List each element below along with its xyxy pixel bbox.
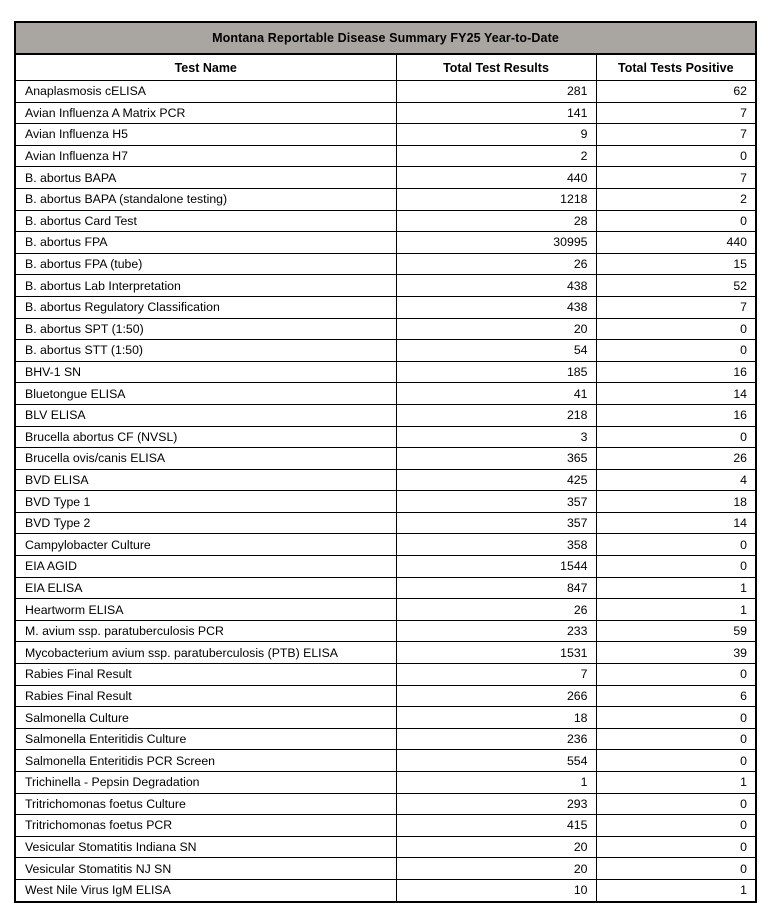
- cell-test-name: BLV ELISA: [15, 404, 396, 426]
- table-row: [15, 188, 756, 210]
- cell-test-name: B. abortus Lab Interpretation: [15, 275, 396, 297]
- cell-total-test-results: 1531: [396, 642, 596, 664]
- table-row: [15, 81, 756, 103]
- table-body: [15, 81, 756, 902]
- cell-total-tests-positive: 1: [596, 879, 756, 901]
- cell-test-name: BHV-1 SN: [15, 361, 396, 383]
- cell-total-tests-positive: 0: [596, 750, 756, 772]
- table-row: [15, 512, 756, 534]
- cell-test-name: West Nile Virus IgM ELISA: [15, 879, 396, 901]
- column-header-total-test-results: Total Test Results: [396, 54, 596, 81]
- report-title: Montana Reportable Disease Summary FY25 Year-to-Date: [15, 22, 756, 54]
- cell-test-name: Avian Influenza H5: [15, 124, 396, 146]
- cell-test-name: Vesicular Stomatitis Indiana SN: [15, 836, 396, 858]
- cell-total-test-results: 28: [396, 210, 596, 232]
- cell-total-tests-positive: 0: [596, 426, 756, 448]
- cell-total-test-results: 293: [396, 793, 596, 815]
- table-row: [15, 232, 756, 254]
- cell-total-tests-positive: 14: [596, 383, 756, 405]
- cell-total-tests-positive: 0: [596, 210, 756, 232]
- table-row: [15, 858, 756, 880]
- cell-test-name: B. abortus FPA: [15, 232, 396, 254]
- table-row: [15, 210, 756, 232]
- cell-total-tests-positive: 440: [596, 232, 756, 254]
- table-row: [15, 404, 756, 426]
- cell-total-tests-positive: 0: [596, 664, 756, 686]
- cell-total-test-results: 54: [396, 340, 596, 362]
- cell-total-tests-positive: 59: [596, 620, 756, 642]
- cell-test-name: Mycobacterium avium ssp. paratuberculosis (PTB) ELISA: [15, 642, 396, 664]
- cell-test-name: BVD Type 2: [15, 512, 396, 534]
- cell-total-test-results: 218: [396, 404, 596, 426]
- cell-test-name: Tritrichomonas foetus PCR: [15, 815, 396, 837]
- title-row: [15, 22, 756, 54]
- cell-total-test-results: 425: [396, 469, 596, 491]
- cell-total-test-results: 365: [396, 448, 596, 470]
- table-row: [15, 145, 756, 167]
- cell-total-tests-positive: 1: [596, 599, 756, 621]
- table-row: [15, 620, 756, 642]
- cell-total-test-results: 440: [396, 167, 596, 189]
- cell-total-test-results: 266: [396, 685, 596, 707]
- cell-test-name: Trichinella - Pepsin Degradation: [15, 772, 396, 794]
- cell-total-tests-positive: 1: [596, 772, 756, 794]
- cell-total-tests-positive: 62: [596, 81, 756, 103]
- cell-test-name: Salmonella Enteritidis Culture: [15, 728, 396, 750]
- table-row: [15, 253, 756, 275]
- cell-total-tests-positive: 7: [596, 102, 756, 124]
- cell-total-test-results: 26: [396, 599, 596, 621]
- cell-total-test-results: 141: [396, 102, 596, 124]
- cell-total-test-results: 20: [396, 836, 596, 858]
- cell-total-tests-positive: 7: [596, 167, 756, 189]
- table-row: [15, 707, 756, 729]
- cell-total-test-results: 26: [396, 253, 596, 275]
- table-row: [15, 642, 756, 664]
- cell-total-tests-positive: 0: [596, 728, 756, 750]
- cell-test-name: EIA AGID: [15, 556, 396, 578]
- cell-total-tests-positive: 16: [596, 361, 756, 383]
- cell-total-test-results: 41: [396, 383, 596, 405]
- cell-total-test-results: 18: [396, 707, 596, 729]
- cell-total-tests-positive: 26: [596, 448, 756, 470]
- table-row: [15, 383, 756, 405]
- cell-test-name: BVD Type 1: [15, 491, 396, 513]
- table-row: [15, 836, 756, 858]
- table-row: [15, 685, 756, 707]
- table-row: [15, 556, 756, 578]
- cell-total-tests-positive: 0: [596, 318, 756, 340]
- cell-total-test-results: 358: [396, 534, 596, 556]
- cell-total-test-results: 20: [396, 858, 596, 880]
- table-row: [15, 815, 756, 837]
- table-row: [15, 469, 756, 491]
- cell-total-test-results: 236: [396, 728, 596, 750]
- cell-total-test-results: 10: [396, 879, 596, 901]
- cell-test-name: Rabies Final Result: [15, 685, 396, 707]
- cell-total-tests-positive: 15: [596, 253, 756, 275]
- cell-test-name: Rabies Final Result: [15, 664, 396, 686]
- table-row: [15, 340, 756, 362]
- table-row: [15, 577, 756, 599]
- cell-total-tests-positive: 52: [596, 275, 756, 297]
- column-header-total-tests-positive: Total Tests Positive: [596, 54, 756, 81]
- cell-total-tests-positive: 7: [596, 124, 756, 146]
- cell-total-test-results: 438: [396, 296, 596, 318]
- cell-total-test-results: 357: [396, 491, 596, 513]
- cell-test-name: B. abortus FPA (tube): [15, 253, 396, 275]
- table-row: [15, 426, 756, 448]
- cell-total-tests-positive: 6: [596, 685, 756, 707]
- cell-total-tests-positive: 16: [596, 404, 756, 426]
- cell-total-tests-positive: 1: [596, 577, 756, 599]
- cell-test-name: Salmonella Culture: [15, 707, 396, 729]
- cell-total-tests-positive: 18: [596, 491, 756, 513]
- column-header-row: [15, 54, 756, 81]
- cell-total-tests-positive: 14: [596, 512, 756, 534]
- cell-test-name: B. abortus STT (1:50): [15, 340, 396, 362]
- table-row: [15, 664, 756, 686]
- table-head: [15, 22, 756, 81]
- table-row: [15, 167, 756, 189]
- cell-test-name: Avian Influenza A Matrix PCR: [15, 102, 396, 124]
- cell-test-name: Brucella abortus CF (NVSL): [15, 426, 396, 448]
- cell-total-test-results: 233: [396, 620, 596, 642]
- cell-total-test-results: 438: [396, 275, 596, 297]
- cell-test-name: Vesicular Stomatitis NJ SN: [15, 858, 396, 880]
- cell-total-tests-positive: 0: [596, 815, 756, 837]
- cell-total-test-results: 9: [396, 124, 596, 146]
- cell-test-name: BVD ELISA: [15, 469, 396, 491]
- cell-total-test-results: 30995: [396, 232, 596, 254]
- table-row: [15, 728, 756, 750]
- cell-test-name: Brucella ovis/canis ELISA: [15, 448, 396, 470]
- cell-total-tests-positive: 0: [596, 340, 756, 362]
- cell-total-test-results: 281: [396, 81, 596, 103]
- cell-total-test-results: 20: [396, 318, 596, 340]
- cell-test-name: Salmonella Enteritidis PCR Screen: [15, 750, 396, 772]
- table-row: [15, 599, 756, 621]
- cell-total-tests-positive: 0: [596, 145, 756, 167]
- cell-total-test-results: 357: [396, 512, 596, 534]
- table-row: [15, 102, 756, 124]
- reportable-disease-summary-table: [14, 21, 757, 903]
- cell-total-test-results: 1: [396, 772, 596, 794]
- cell-total-tests-positive: 0: [596, 858, 756, 880]
- cell-total-test-results: 1218: [396, 188, 596, 210]
- table-row: [15, 491, 756, 513]
- cell-total-tests-positive: 0: [596, 534, 756, 556]
- table-row: [15, 793, 756, 815]
- cell-test-name: B. abortus BAPA: [15, 167, 396, 189]
- cell-total-tests-positive: 7: [596, 296, 756, 318]
- cell-total-test-results: 847: [396, 577, 596, 599]
- cell-test-name: Avian Influenza H7: [15, 145, 396, 167]
- cell-test-name: M. avium ssp. paratuberculosis PCR: [15, 620, 396, 642]
- table-row: [15, 296, 756, 318]
- cell-test-name: B. abortus BAPA (standalone testing): [15, 188, 396, 210]
- cell-total-tests-positive: 4: [596, 469, 756, 491]
- cell-total-tests-positive: 0: [596, 707, 756, 729]
- cell-total-tests-positive: 39: [596, 642, 756, 664]
- table-row: [15, 750, 756, 772]
- cell-total-tests-positive: 0: [596, 556, 756, 578]
- cell-test-name: B. abortus Regulatory Classification: [15, 296, 396, 318]
- cell-total-tests-positive: 2: [596, 188, 756, 210]
- cell-test-name: Bluetongue ELISA: [15, 383, 396, 405]
- cell-total-test-results: 554: [396, 750, 596, 772]
- table-row: [15, 124, 756, 146]
- cell-test-name: Tritrichomonas foetus Culture: [15, 793, 396, 815]
- cell-test-name: Heartworm ELISA: [15, 599, 396, 621]
- cell-test-name: EIA ELISA: [15, 577, 396, 599]
- cell-total-test-results: 185: [396, 361, 596, 383]
- table-row: [15, 275, 756, 297]
- cell-test-name: Anaplasmosis cELISA: [15, 81, 396, 103]
- column-header-test-name: Test Name: [15, 54, 396, 81]
- table-row: [15, 879, 756, 901]
- table-row: [15, 318, 756, 340]
- cell-total-test-results: 415: [396, 815, 596, 837]
- cell-test-name: Campylobacter Culture: [15, 534, 396, 556]
- table-row: [15, 361, 756, 383]
- table-row: [15, 448, 756, 470]
- cell-total-test-results: 1544: [396, 556, 596, 578]
- cell-total-test-results: 7: [396, 664, 596, 686]
- cell-test-name: B. abortus SPT (1:50): [15, 318, 396, 340]
- cell-total-tests-positive: 0: [596, 836, 756, 858]
- cell-total-test-results: 3: [396, 426, 596, 448]
- table-row: [15, 772, 756, 794]
- table-row: [15, 534, 756, 556]
- cell-test-name: B. abortus Card Test: [15, 210, 396, 232]
- cell-total-tests-positive: 0: [596, 793, 756, 815]
- cell-total-test-results: 2: [396, 145, 596, 167]
